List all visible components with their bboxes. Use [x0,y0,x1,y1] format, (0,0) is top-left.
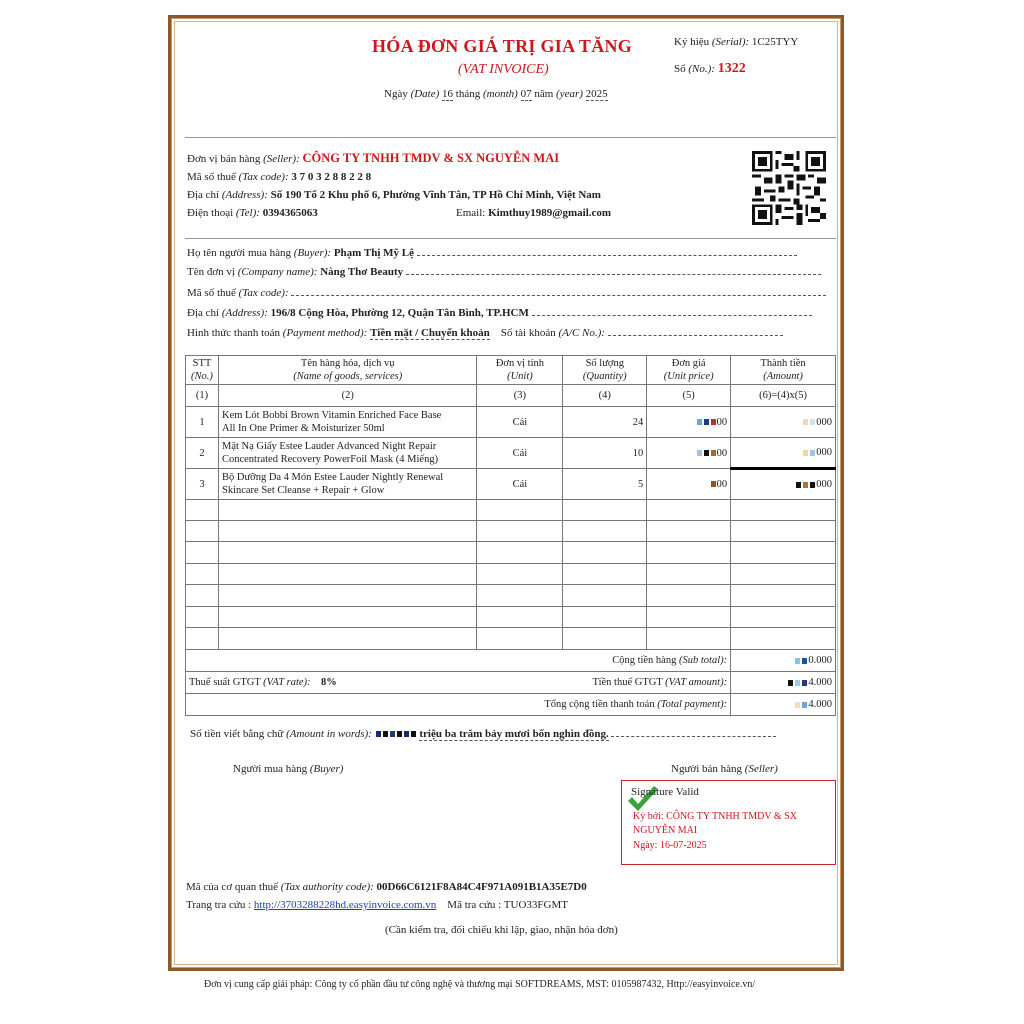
seller-phone-line: Điện thoại (Tel): 0394365063 [187,207,318,219]
serial-line: Ký hiệu (Serial): 1C25TYY [674,36,799,48]
vat-row: Thuế suất GTGT (VAT rate): 8% Tiền thuế GTGT (VAT amount): 4.000 [186,672,836,694]
provider-line: Đơn vị cung cấp giải pháp: Công ty cổ phần đầu tư công nghệ và thương mại SOFTDREAMS, MST: 0105987432, Http://easyinvoice.vn/ [204,979,756,990]
total-row: Tổng cộng tiền thanh toán (Total payment): 4.000 [186,694,836,716]
signature-valid-text: Signature Valid [631,786,699,798]
invoice-date: Ngày (Date) 16 tháng (month) 07 năm (year) 2025 [384,88,608,100]
buyer-company-line: Tên đơn vị (Company name): Nàng Thơ Beauty [187,266,821,278]
invoice-subtitle: (VAT INVOICE) [458,62,549,77]
qr-code [752,151,826,225]
table-header: STT (No.) Tên hàng hóa, dịch vụ (Name of goods, services) Đơn vị tính (Unit) Số lượng (Quantity) Đơn giá (Unit price) Thành tiền (Amount) [186,356,836,385]
buyer-address-line: Địa chỉ (Address): 196/8 Cộng Hòa, Phường 12, Quận Tân Bình, TP.HCM [187,307,812,319]
seller-tax-line: Mã số thuế (Tax code): 3 7 0 3 2 8 8 2 2 8 [187,171,372,183]
seller-name-line: Đơn vị bán hàng (Seller): CÔNG TY TNHH TMDV & SX NGUYỄN MAI [187,151,560,165]
signed-date: Ngày: 16-07-2025 [633,840,707,851]
invoice-title: HÓA ĐƠN GIÁ TRỊ GIA TĂNG [372,36,633,56]
lookup-link[interactable]: http://3703288228hd.easyinvoice.com.vn [253,899,437,911]
table-row: 2 Mặt Nạ Giấy Estee Lauder Advanced Night Repair Concentrated Recovery PowerFoil Mask (4 Miếng) Cái 10 00 000 [186,438,836,469]
divider [185,137,836,138]
seller-address-line: Địa chỉ (Address): Số 190 Tổ 2 Khu phố 6, Phường Vĩnh Tân, TP Hồ Chí Minh, Việt Nam [187,189,601,201]
table-row: 1 Kem Lót Bobbi Brown Vitamin Enriched Face Base All In One Primer & Moisturizer 50ml Cái 24 00 000 [186,407,836,438]
invoice-number: 1322 [717,61,746,76]
check-note: (Cần kiểm tra, đối chiếu khi lập, giao, nhận hóa đơn) [385,924,618,936]
table-row: 3 Bộ Dưỡng Da 4 Món Estee Lauder Nightly Renewal Skincare Set Cleanse + Repair + Glow Cái 5 00 000 [186,469,836,500]
buyer-name-line: Họ tên người mua hàng (Buyer): Phạm Thị Mỹ Lệ [187,247,835,259]
buyer-payment-line: Hình thức thanh toán (Payment method): Tiền mặt / Chuyển khoản Số tài khoản (A/C No.): [187,327,783,339]
seller-name: CÔNG TY TNHH TMDV & SX NGUYỄN MAI [302,151,560,165]
items-table [185,355,836,716]
invoice-number-line: Số (No.): 1322 [674,61,746,76]
lookup-line: Trang tra cứu : http://3703288228hd.easyinvoice.com.vn Mã tra cứu : TUO33FGMT [186,899,568,911]
authority-code-line: Mã của cơ quan thuế (Tax authority code): 00D66C6121F8A84C4F971A091B1A35E7D0 [186,881,587,893]
amount-in-words-line: Số tiền viết bằng chữ (Amount in words): triệu ba trăm bảy mươi bốn nghìn đồng. [190,728,776,740]
subtotal-row: Cộng tiền hàng (Sub total): 0.000 [186,650,836,672]
signed-by: Ký bởi: CÔNG TY TNHH TMDV & SX [633,811,797,822]
divider [185,238,836,239]
seller-signature-label: Người bán hàng (Seller) [671,763,778,775]
buyer-signature-label: Người mua hàng (Buyer) [233,763,344,775]
signed-by-name: NGUYỄN MAI [633,825,698,836]
column-numbers-row: (1) (2) (3) (4) (5) (6)=(4)x(5) [186,385,836,407]
buyer-tax-line: Mã số thuế (Tax code): [187,287,826,299]
seller-email-line: Email: Kimthuy1989@gmail.com [456,207,612,219]
